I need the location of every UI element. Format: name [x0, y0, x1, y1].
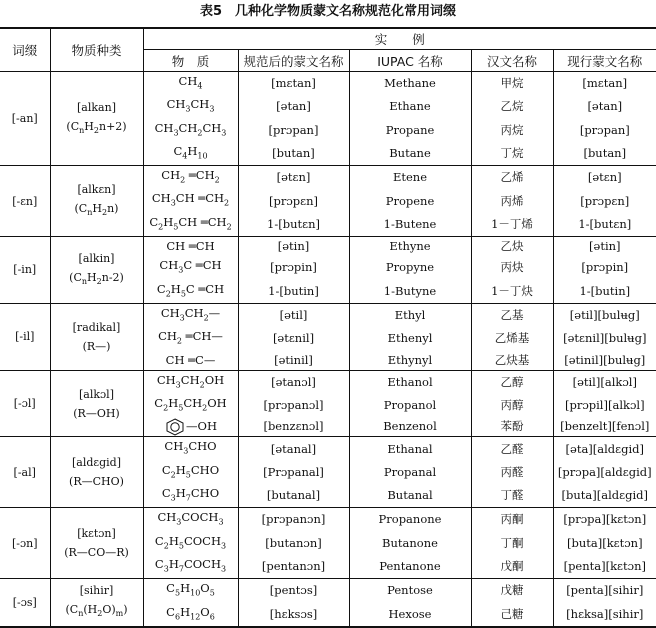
substance-cell: $C_2H_5CHO$ — [143, 461, 238, 484]
normalized-cell: [ətin] — [238, 237, 349, 257]
current-cell: [ətεn] — [587, 170, 622, 185]
current-cell: [hεksa][sihir] — [553, 603, 656, 627]
normalized-cell: [butanɔn] — [238, 532, 349, 555]
iupac-cell: Propane — [349, 119, 471, 142]
substance-cell: $C_2H_5CH$ $═CH_2$ — [143, 213, 238, 237]
current-cell: [butan] — [553, 142, 656, 166]
current-cell: 1-[butεn] — [553, 213, 656, 237]
normalized-cell: [ətinil] — [238, 350, 349, 370]
normalized-cell: 1-[butεn] — [238, 213, 349, 237]
iupac-cell: Propanol — [349, 394, 471, 417]
iupac-cell: Pentanone — [349, 555, 471, 579]
substance-cell: $C_2H_5COCH_3$ — [143, 532, 238, 555]
normalized-cell: [ətεn] — [238, 166, 349, 190]
chinese-cell: 乙炔基 — [471, 350, 553, 370]
affix-cell: [-ɔs] — [0, 579, 50, 627]
class-cell: [aldεgid] (R—CHO) — [50, 437, 143, 508]
normalized-cell: [prɔpan] — [238, 119, 349, 142]
current-cell: [prɔpa][kεtɔn] — [563, 512, 647, 527]
substance-cell: $C_2H_5C$ ═CH — [143, 280, 238, 304]
current-cell: [penta][kεtɔn] — [553, 555, 656, 579]
table-row — [0, 579, 656, 603]
chinese-cell: 苯酚 — [471, 417, 553, 437]
table-row — [0, 237, 656, 257]
chinese-cell: 戊糖 — [471, 579, 553, 603]
normalized-cell: [Prɔpanal] — [238, 461, 349, 484]
iupac-cell: Ethynyl — [349, 350, 471, 370]
normalized-cell: [ətil] — [238, 303, 349, 327]
normalized-cell: [butan] — [238, 142, 349, 166]
chinese-cell: 乙炔 — [471, 237, 553, 257]
iupac-cell: Butanal — [349, 484, 471, 508]
header-iupac: IUPAC 名称 — [349, 50, 471, 72]
iupac-cell: Butanone — [349, 532, 471, 555]
substance-cell: $C_6H_{12}O_6$ — [143, 603, 238, 627]
substance-cell: $CH_3C$ ═CH — [143, 256, 238, 279]
table-row — [0, 437, 656, 461]
chinese-cell: 丙醇 — [471, 394, 553, 417]
header-current: 现行蒙文名称 — [553, 50, 656, 72]
normalized-cell: [butanal] — [238, 484, 349, 508]
current-cell: [penta][sihir] — [566, 583, 644, 598]
affix-table — [0, 27, 656, 628]
header-chinese: 汉文名称 — [471, 50, 553, 72]
current-cell: [prɔpa][aldεgid] — [557, 464, 652, 479]
iupac-cell: Propanal — [349, 461, 471, 484]
iupac-cell: 1-Butene — [349, 213, 471, 237]
current-cell: [prɔpεn] — [580, 193, 630, 208]
current-cell: [ətinil][bulʉg] — [553, 350, 656, 370]
substance-cell: $CH_3CH_2—$ — [143, 303, 238, 327]
benzene-ring-icon — [164, 418, 186, 436]
current-cell: [ətεnil][bulʉg] — [563, 331, 647, 346]
current-cell: [buta][aldεgid] — [553, 484, 656, 508]
affix-cell: [-il] — [0, 303, 50, 370]
chinese-cell: 1－丁炔 — [471, 280, 553, 304]
substance-cell: $CH_2$ $═CH_2$ — [143, 166, 238, 190]
table-row — [0, 303, 656, 327]
chinese-cell: 丁酮 — [471, 532, 553, 555]
chinese-cell: 乙醛 — [471, 437, 553, 461]
normalized-cell: [prɔpin] — [238, 256, 349, 279]
normalized-cell: [pentɔs] — [238, 579, 349, 603]
normalized-cell: [ətεnil] — [238, 327, 349, 350]
iupac-cell: 1-Butyne — [349, 280, 471, 304]
iupac-cell: Ethane — [349, 95, 471, 118]
current-cell: [ətil][alkɔl] — [572, 374, 637, 389]
iupac-cell: Pentose — [349, 579, 471, 603]
normalized-cell: [prɔpanɔn] — [238, 508, 349, 532]
chinese-cell: 丙醛 — [471, 461, 553, 484]
substance-cell: $CH_4$ — [143, 72, 238, 96]
header-examples: 实 例 — [143, 28, 656, 50]
table-title: 表5 几种化学物质蒙文名称规范化常用词缀 — [199, 4, 457, 19]
iupac-cell: Ethyne — [349, 237, 471, 257]
chinese-cell: 戊酮 — [471, 555, 553, 579]
table-row — [0, 508, 656, 532]
substance-cell: $C_3H_7COCH_3$ — [143, 555, 238, 579]
normalized-cell: [prɔpεn] — [238, 189, 349, 212]
current-cell: [prɔpin] — [581, 260, 629, 275]
iupac-cell: Ethanal — [349, 437, 471, 461]
current-cell: [buta][kεtɔn] — [566, 535, 643, 550]
chinese-cell: 己糖 — [471, 603, 553, 627]
affix-cell: [-al] — [0, 437, 50, 508]
current-cell: [ətan] — [587, 99, 623, 114]
substance-cell: $CH_3CH_2OH$ — [143, 370, 238, 394]
current-cell: [əta][aldεgid] — [565, 441, 645, 456]
iupac-cell: Methane — [349, 72, 471, 96]
chinese-cell: 丙烯 — [471, 189, 553, 212]
current-cell: 1-[butin] — [553, 280, 656, 304]
current-cell: [prɔpil][alkɔl] — [564, 398, 645, 413]
affix-cell: [-εn] — [0, 166, 50, 237]
iupac-cell: Ethanol — [349, 370, 471, 394]
iupac-cell: Benzenol — [349, 417, 471, 437]
class-cell: [alkin] $(C_nH_2n-2)$ — [50, 237, 143, 304]
chinese-cell: 乙烷 — [471, 95, 553, 118]
substance-cell: $CH_3COCH_3$ — [143, 508, 238, 532]
current-cell: [ətil][bulʉg] — [569, 308, 640, 322]
chinese-cell: 丙烷 — [471, 119, 553, 142]
normalized-cell: [benzεnɔl] — [238, 417, 349, 437]
iupac-cell: Propyne — [349, 256, 471, 279]
class-cell: [sihir] $(C_n(H_2O)_m)$ — [50, 579, 143, 627]
affix-cell: [-ɔn] — [0, 508, 50, 579]
header-normalized: 规范后的蒙文名称 — [238, 50, 349, 72]
current-cell: [prɔpan] — [579, 122, 630, 137]
table-row — [0, 370, 656, 394]
iupac-cell: Butane — [349, 142, 471, 166]
chinese-cell: 丁醛 — [471, 484, 553, 508]
table-row — [0, 166, 656, 190]
normalized-cell: [prɔpanɔl] — [238, 394, 349, 417]
header-substance: 物 质 — [143, 50, 238, 72]
substance-cell: CH ═C— — [143, 350, 238, 370]
table-row — [0, 72, 656, 96]
iupac-cell: Ethenyl — [349, 327, 471, 350]
iupac-cell: Etene — [349, 166, 471, 190]
table-body — [0, 72, 656, 627]
chinese-cell: 丙酮 — [471, 508, 553, 532]
normalized-cell: [ətanal] — [238, 437, 349, 461]
class-cell: [alkεn] $(C_nH_2n)$ — [50, 166, 143, 237]
class-cell: [alkan] $(C_nH_2n+2)$ — [50, 72, 143, 166]
substance-cell: $CH_3CH_2CH_3$ — [143, 119, 238, 142]
normalized-cell: [hεksɔs] — [238, 603, 349, 627]
chinese-cell: 乙烯 — [471, 166, 553, 190]
class-cell: [radikal] (R—) — [50, 303, 143, 370]
normalized-cell: [pentanɔn] — [238, 555, 349, 579]
chinese-cell: 1－丁烯 — [471, 213, 553, 237]
iupac-cell: Ethyl — [349, 303, 471, 327]
current-cell: [mεtan] — [582, 76, 628, 91]
substance-cell: $C_3H_7CHO$ — [143, 484, 238, 508]
substance-cell: $CH_2$ ═CH— — [143, 327, 238, 350]
substance-cell: $C_4H_{10}$ — [143, 142, 238, 166]
chinese-cell: 乙基 — [471, 303, 553, 327]
iupac-cell: Propene — [349, 189, 471, 212]
current-cell: [ətin] — [589, 239, 621, 254]
iupac-cell: Propanone — [349, 508, 471, 532]
iupac-cell: Hexose — [349, 603, 471, 627]
chinese-cell: 丙炔 — [471, 256, 553, 279]
class-cell: [alkɔl] (R—OH) — [50, 370, 143, 437]
header-affix: 词缀 — [0, 28, 50, 72]
affix-cell: [-in] — [0, 237, 50, 304]
substance-cell: $CH_3CH_3$ — [143, 95, 238, 118]
substance-cell: —OH — [143, 417, 238, 437]
chinese-cell: 丁烷 — [471, 142, 553, 166]
affix-cell: [-ɔl] — [0, 370, 50, 437]
chinese-cell: 乙醇 — [471, 370, 553, 394]
affix-cell: [-an] — [0, 72, 50, 166]
substance-cell: $C_5H_{10}O_5$ — [143, 579, 238, 603]
chinese-cell: 乙烯基 — [471, 327, 553, 350]
substance-cell: $CH_3CH$ $═CH_2$ — [143, 189, 238, 212]
substance-cell: CH ═CH — [143, 237, 238, 257]
class-cell: [kεtɔn] (R—CO—R) — [50, 508, 143, 579]
normalized-cell: [mεtan] — [238, 72, 349, 96]
normalized-cell: [ətan] — [238, 95, 349, 118]
header-class: 物质种类 — [50, 28, 143, 72]
normalized-cell: 1-[butin] — [238, 280, 349, 304]
current-cell: [benzelt][fenɔl] — [553, 417, 656, 437]
chinese-cell: 甲烷 — [471, 72, 553, 96]
substance-cell: $CH_3CHO$ — [143, 437, 238, 461]
normalized-cell: [ətanɔl] — [238, 370, 349, 394]
substance-cell: $C_2H_5CH_2OH$ — [143, 394, 238, 417]
